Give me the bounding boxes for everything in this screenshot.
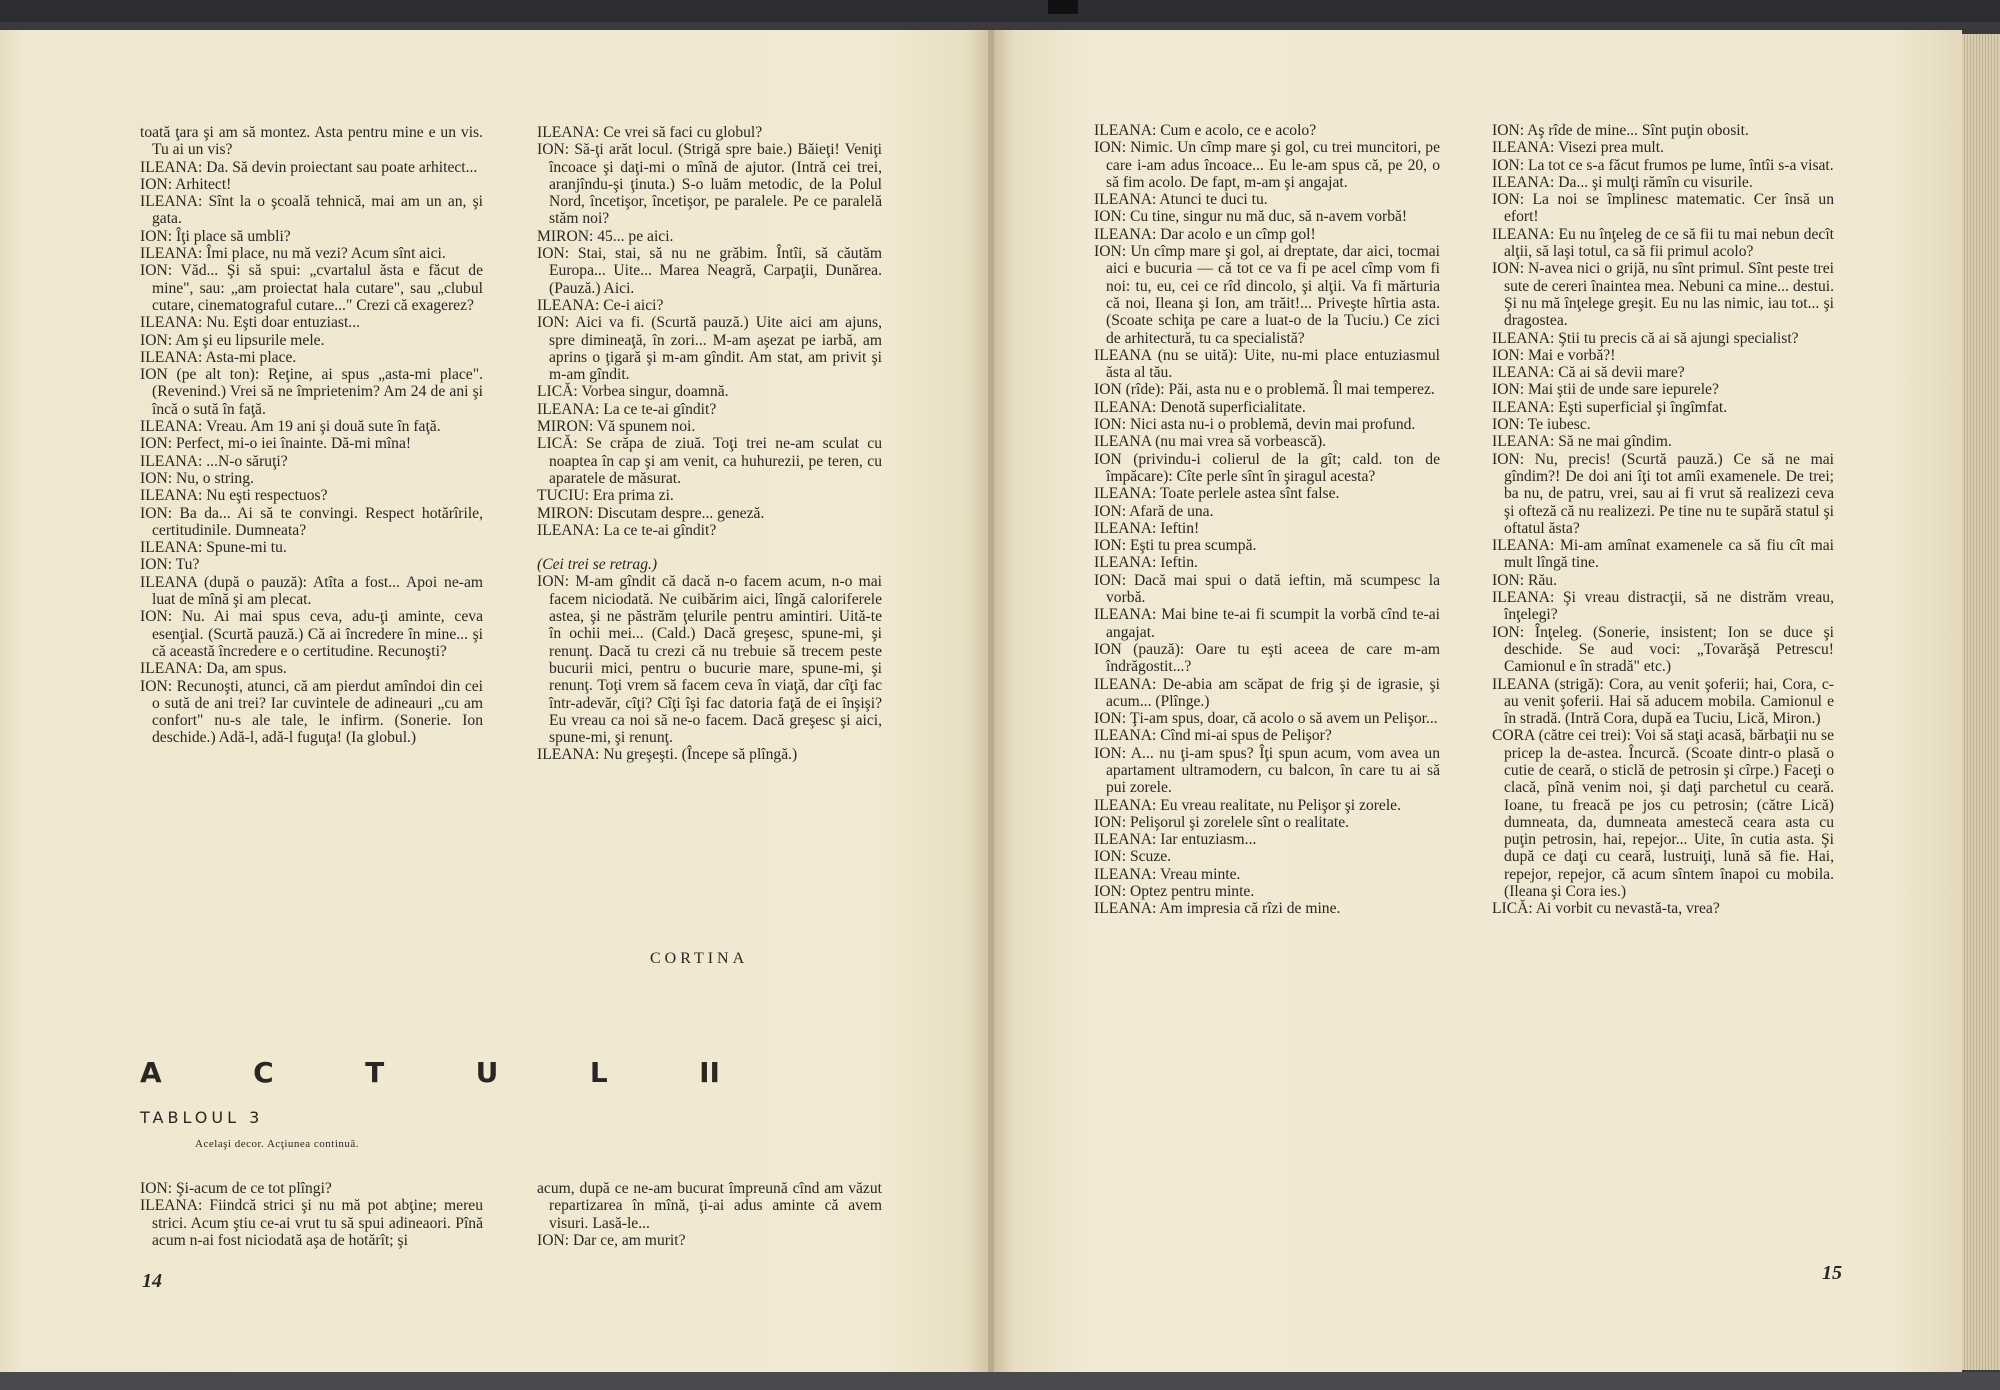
dialogue-line: ION: Perfect, mi-o iei înainte. Dă-mi mîna! bbox=[140, 435, 412, 453]
dialogue-line: ION: Mai ştii de unde sare iepurele? bbox=[1492, 381, 1719, 399]
dialogue-line: ION (pe alt ton): Reţine, ai spus „asta-mi place". (Revenind.) Vrei să ne împrietenim? Am 24 de ani şi încă o sută în faţă. bbox=[140, 366, 483, 418]
right-page-column-2 bbox=[1492, 122, 1834, 918]
dialogue-line: ILEANA: La ce te-ai gîndit? bbox=[537, 400, 717, 418]
dialogue-line: ILEANA: Nu eşti respectuos? bbox=[140, 487, 328, 505]
dialogue-line: ILEANA (nu se uită): Uite, nu-mi place entuziasmul ăsta al tău. bbox=[1094, 346, 1440, 382]
stage-direction: (Cei trei se retrag.) bbox=[537, 556, 658, 574]
dialogue-line: ION: Ba da... Ai să te convingi. Respect hotărîrile, certitudinile. Dumneata? bbox=[140, 504, 483, 539]
dialogue-line: ILEANA: Da, am spus. bbox=[140, 660, 287, 678]
dialogue-line: ILEANA (după o pauză): Atîta a fost... Apoi ne-am luat de mînă şi am plecat. bbox=[140, 573, 483, 609]
dialogue-line: LICĂ: Vorbea singur, doamnă. bbox=[537, 383, 729, 401]
dialogue-line: ION: Arhitect! bbox=[140, 175, 232, 193]
dialogue-line: ILEANA: Denotă superficialitate. bbox=[1094, 398, 1306, 416]
dialogue-line: ILEANA: Spune-mi tu. bbox=[140, 539, 287, 557]
dialogue-line: MIRON: Vă spunem noi. bbox=[537, 418, 696, 436]
dialogue-line: ION: N-avea nici o grijă, nu sînt primul. Sînt peste trei sute de cereri înaintea mea. Nebuni ca mine... destui. Şi nu mă înţelege greşit. Eu nu las nimic, iau tot... şi dragostea. bbox=[1492, 260, 1834, 330]
bottom-border bbox=[0, 1372, 2000, 1390]
dialogue-line: ION: Dar ce, am murit? bbox=[537, 1231, 686, 1249]
dialogue-line: ION: Nimic. Un cîmp mare şi gol, cu trei muncitori, pe care i-am adus încoace... Eu le-am spus că, pe 20, o să fim acolo. De fapt, m-am şi angajat. bbox=[1094, 139, 1440, 191]
left-page-column-2 bbox=[537, 124, 882, 764]
dialogue-line: ION: Recunoşti, atunci, că am pierdut amîndoi din cei o sută de ani trei? Iar cuvintele de adineauri „cu am confort" nu-s ale tale, le infirm. (Sonerie. Ion deschide.) Adă-l, adă-l fuguţa! (Ia globul.) bbox=[140, 677, 483, 747]
dialogue-line: ILEANA: Asta-mi place. bbox=[140, 348, 297, 366]
dialogue-line: ILEANA: Că ai să devii mare? bbox=[1492, 364, 1685, 382]
dialogue-line: ION: Dacă mai spui o dată ieftin, mă scumpesc la vorbă. bbox=[1094, 571, 1440, 607]
dialogue-line: ION: Îţi place să umbli? bbox=[140, 227, 291, 245]
dialogue-line: ILEANA: Nu. Eşti doar entuziast... bbox=[140, 314, 360, 332]
dialogue-line: ILEANA: Fiindcă strici şi nu mă pot abţine; mereu strici. Acum ştiu ce-ai vrut tu să spui adineaori. Pînă acum n-ai fost niciodată aşa de hotărît; şi bbox=[140, 1197, 483, 1249]
dialogue-line: ION: Nu, o string. bbox=[140, 469, 254, 487]
dialogue-line: ILEANA: Atunci te duci tu. bbox=[1094, 191, 1268, 209]
dialogue-line: LICĂ: Ai vorbit cu nevastă-ta, vrea? bbox=[1492, 900, 1720, 918]
act-heading bbox=[140, 1056, 720, 1089]
dialogue-line: ILEANA: Eşti superficial şi îngîmfat. bbox=[1492, 398, 1728, 416]
dialogue-line: ILEANA: De-abia am scăpat de frig şi de igrasie, şi acum... (Plînge.) bbox=[1094, 675, 1440, 710]
left-page-column-1 bbox=[140, 124, 483, 747]
dialogue-line: ION: Tu? bbox=[140, 556, 200, 574]
dialogue-line: ILEANA: Eu nu înţeleg de ce să fii tu mai nebun decît alţii, să laşi totul, ca să fii primul acolo? bbox=[1492, 225, 1834, 261]
dialogue-line: ILEANA: Cum e acolo, ce e acolo? bbox=[1094, 122, 1317, 139]
act-letter: II bbox=[699, 1056, 720, 1089]
dialogue-line: ILEANA: Mi-am amînat examenele ca să fiu cît mai mult lîngă tine. bbox=[1492, 537, 1834, 572]
top-border bbox=[0, 0, 2000, 22]
dialogue-line: ILEANA: Ieftin! bbox=[1094, 519, 1200, 537]
dialogue-line: ION: Pelişorul şi zorelele sînt o realitate. bbox=[1094, 813, 1350, 831]
dialogue-line: ILEANA: Dar acolo e un cîmp gol! bbox=[1094, 225, 1316, 243]
dialogue-line: ION: Cu tine, singur nu mă duc, să n-avem vorbă! bbox=[1094, 208, 1408, 226]
dialogue-line: ILEANA: Da. Să devin proiectant sau poate arhitect... bbox=[140, 158, 478, 176]
dialogue-line: ILEANA: Eu vreau realitate, nu Pelişor şi zorele. bbox=[1094, 796, 1402, 814]
dialogue-line: ION: Ţi-am spus, doar, că acolo o să avem un Pelişor... bbox=[1094, 710, 1438, 728]
dialogue-line: ION: Mai e vorbă?! bbox=[1492, 346, 1616, 364]
curtain-label: CORTINA bbox=[650, 950, 749, 967]
dialogue-line: ION: Optez pentru minte. bbox=[1094, 883, 1255, 901]
dialogue-line: ILEANA (nu mai vrea să vorbească). bbox=[1094, 433, 1327, 451]
dialogue-line: ION: Un cîmp mare şi gol, ai dreptate, dar aici, tocmai aici e bucuria — că tot ce va fi pe acel cîmp vom fi noi: tu, eu, cei ce rîd dincolo, şi alţii. Va fi mărturia că noi, Ileana şi Ion, am trăit!... Priveşte hîrtia asta. (Scoate schiţa pe care a luat-o de la Tuciu.) Ce zici de arhitectură, tu ca specialistă? bbox=[1094, 243, 1440, 347]
dialogue-line: ILEANA: Să ne mai gîndim. bbox=[1492, 433, 1672, 451]
dialogue-line: ILEANA: Şi vreau distracţii, să ne distrăm vreau, înţelegi? bbox=[1492, 589, 1834, 624]
dialogue-line: ILEANA: Vreau. Am 19 ani şi două sute în faţă. bbox=[140, 418, 441, 436]
dialogue-line: ION: A... nu ţi-am spus? Îţi spun acum, vom avea un apartament ultramodern, cu balcon, în care tu ai să pui zorele. bbox=[1094, 744, 1440, 797]
left-page-column-2-bottom bbox=[537, 1180, 882, 1249]
dialogue-line: ION: Nici asta nu-i o problemă, devin mai profund. bbox=[1094, 416, 1416, 434]
dialogue-line: ILEANA: Am impresia că rîzi de mine. bbox=[1094, 900, 1341, 918]
dialogue-line: toată ţara şi am să montez. Asta pentru mine e un vis. Tu ai un vis? bbox=[140, 124, 483, 159]
dialogue-line: ILEANA: La ce te-ai gîndit? bbox=[537, 521, 717, 539]
dialogue-line: ION: Şi-acum de ce tot plîngi? bbox=[140, 1180, 332, 1197]
act-letter: T bbox=[365, 1056, 385, 1089]
dialogue-line: ION: Aici va fi. (Scurtă pauză.) Uite aici am ajuns, spre dimineaţă, în zori... M-am aşezat pe iarbă, am aprins o ţigară şi m-am gîndit. Am stat, am privit şi m-am gîndit. bbox=[537, 314, 882, 384]
dialogue-line: ION: Am şi eu lipsurile mele. bbox=[140, 331, 325, 349]
dialogue-line: ION: La tot ce s-a făcut frumos pe lume, întîi s-a visat. bbox=[1492, 156, 1834, 174]
tableau-heading: TABLOUL 3 bbox=[140, 1108, 264, 1127]
dialogue-line: ILEANA: Ce-i aici? bbox=[537, 296, 664, 314]
dialogue-line: ION: Aş rîde de mine... Sînt puţin obosit. bbox=[1492, 122, 1749, 139]
dialogue-line: ILEANA: Ce vrei să faci cu globul? bbox=[537, 124, 763, 141]
dialogue-line: ION: Scuze. bbox=[1094, 848, 1172, 866]
dialogue-line: ILEANA: Nu greşeşti. (Începe să plîngă.) bbox=[537, 746, 798, 764]
right-page-column-1 bbox=[1094, 122, 1440, 918]
dialogue-line: ILEANA (strigă): Cora, au venit şoferii; hai, Cora, c-au venit şoferii. Hai să aducem mobila. Camionul e în stradă. (Intră Cora, după ea Tuciu, Lică, Miron.) bbox=[1492, 675, 1834, 728]
act-letter: C bbox=[253, 1056, 274, 1089]
dialogue-line: ILEANA: Ieftin. bbox=[1094, 554, 1198, 572]
dialogue-line: ION: Nu, precis! (Scurtă pauză.) Ce să ne mai gîndim?! De doi ani îţi tot amîi examenele. De trei; ba nu, de patru, vrei, sau ai fi vrut să realizezi ceva şi ofteză că nu realizezi. Pe tine nu te supără statul şi oftatul ăsta? bbox=[1492, 450, 1834, 537]
dialogue-line: acum, după ce ne-am bucurat împreună cînd am văzut repartizarea în mînă, ţi-ai adus aminte că avem visuri. Lasă-le... bbox=[537, 1180, 882, 1232]
dialogue-line: ILEANA: Mai bine te-ai fi scumpit la vorbă cînd te-ai angajat. bbox=[1094, 606, 1440, 641]
dialogue-line: ION: Afară de una. bbox=[1094, 502, 1214, 520]
dialogue-line: ION: Văd... Şi să spui: „cvartalul ăsta e făcut de mine", sau: „am proiectat hala cutare", sau „clubul cutare, cinematograful cutare..." Crezi că exagerez? bbox=[140, 262, 483, 314]
dialogue-line: LICĂ: Se crăpa de ziuă. Toţi trei ne-am sculat cu noaptea în cap şi am venit, ca huhurezii, pe teren, cu aparatele de măsurat. bbox=[537, 435, 882, 487]
dialogue-line: ILEANA: Cînd mi-ai spus de Pelişor? bbox=[1094, 727, 1332, 745]
right-page bbox=[994, 30, 1962, 1372]
dialogue-line: ION (privindu-i colierul de la gît; cald. ton de împăcare): Cîte perle sînt în şiragul acesta? bbox=[1094, 450, 1440, 485]
dialogue-line: ILEANA: Îmi place, nu mă vezi? Acum sînt aici. bbox=[140, 245, 446, 263]
dialogue-line: ILEANA: Ştii tu precis că ai să ajungi specialist? bbox=[1492, 329, 1799, 347]
stage-direction-decor: Acelaşi decor. Acţiunea continuă. bbox=[195, 1138, 360, 1150]
left-page-column-1-bottom bbox=[140, 1180, 483, 1249]
dialogue-line: ION: Eşti tu prea scumpă. bbox=[1094, 537, 1257, 555]
dialogue-line: ILEANA: ...N-o săruţi? bbox=[140, 452, 288, 470]
dialogue-line: ILEANA: Iar entuziasm... bbox=[1094, 831, 1257, 849]
dialogue-line: MIRON: Discutam despre... geneză. bbox=[537, 504, 765, 522]
top-clip bbox=[1048, 0, 1078, 14]
dialogue-line: ION: Nu. Ai mai spus ceva, adu-ţi aminte, ceva esenţial. (Scurtă pauză.) Că ai încredere în mine... şi că această încredere e o certitudine. Recunoşti? bbox=[140, 608, 483, 660]
dialogue-line: ION: Rău. bbox=[1492, 571, 1557, 589]
dialogue-line: ION: Te iubesc. bbox=[1492, 416, 1591, 434]
page-edges bbox=[1962, 34, 2000, 1370]
act-letter: U bbox=[475, 1056, 499, 1089]
dialogue-line: ION: La noi se împlinesc matematic. Cer însă un efort! bbox=[1492, 191, 1834, 226]
dialogue-line: ILEANA: Da... şi mulţi rămîn cu visurile. bbox=[1492, 173, 1753, 191]
act-letter: L bbox=[589, 1056, 608, 1089]
dialogue-line: ILEANA: Toate perlele astea sînt false. bbox=[1094, 485, 1340, 503]
dialogue-line: ION: Stai, stai, să nu ne grăbim. Întîi, să căutăm Europa... Uite... Marea Neagră, Carpaţii, Dunărea. (Pauză.) Aici. bbox=[537, 245, 882, 297]
dialogue-line: ILEANA: Vreau minte. bbox=[1094, 865, 1241, 883]
dialogue-line: ILEANA: Sînt la o şcoală tehnică, mai am un an, şi gata. bbox=[140, 193, 483, 228]
dialogue-line: ILEANA: Visezi prea mult. bbox=[1492, 139, 1664, 157]
dialogue-line: CORA (către cei trei): Voi să staţi acasă, bărbaţii nu se pricep la de-astea. Încurcă. (Scoate dintr-o plasă o cutie de ceară, o sticlă de petrosin şi cîrpe.) Faceţi o clacă, pînă venim noi, şi daţi parchetul cu ceară. Ioane, tu freacă pe jos cu petrosin; (către Lică) dumneata, da, dumneata amestecă ceara asta cu puţin petrosin, hai, repejor... Uite, în cutia asta. Şi după ce daţi cu ceară, lustruiţi, lună să fie. Hai, repejor, repejor, că acum sîntem înapoi cu mobila. (Ileana şi Cora ies.) bbox=[1492, 727, 1834, 901]
dialogue-line: ION: Să-ţi arăt locul. (Strigă spre baie.) Băieţi! Veniţi încoace şi daţi-mi o mînă de ajutor. (Intră cei trei, aranjîndu-şi ţinuta.) S-o luăm metodic, de la Polul Nord, încetişor, încetişor, pe paralele. Pe ce paralelă stăm noi? bbox=[537, 141, 882, 228]
dialogue-line: ION: M-am gîndit că dacă n-o facem acum, n-o mai facem niciodată. Ne cuibărim aici, lîngă caloriferele astea, şi ne păstrăm ţelurile pentru amintiri. Uită-te în ochii mei... (Cald.) Dacă greşesc, spune-mi, şi renunţ. Dacă tu crezi că nu trebuie să trecem peste bucurii mici, pentru o bucurie mare, spune-mi, şi renunţ. Toţi vrem să facem ceva în viaţă, dar cîţi fac într-adevăr, cîţi? Cîţi îşi fac datoria faţă de ei înşişi? Eu vreau ca noi să ne-o facem. Dacă greşesc şi aici, spune-mi, şi renunţ. bbox=[537, 573, 882, 747]
page-number: 15 bbox=[1822, 1262, 1842, 1284]
dialogue-line: TUCIU: Era prima zi. bbox=[537, 487, 674, 505]
left-page bbox=[0, 30, 990, 1372]
dialogue-line: MIRON: 45... pe aici. bbox=[537, 227, 674, 245]
page-number: 14 bbox=[142, 1270, 162, 1292]
dialogue-line: ION: Înţeleg. (Sonerie, insistent; Ion se duce şi deschide. Se aud voci: „Tovarăşă Petrescu! Camionul e în stradă" etc.) bbox=[1492, 623, 1834, 676]
dialogue-line: ION (pauză): Oare tu eşti aceea de care m-am îndrăgostit...? bbox=[1094, 640, 1440, 676]
dialogue-line: ION (rîde): Păi, asta nu e o problemă. Îl mai temperez. bbox=[1094, 381, 1435, 399]
act-letter: A bbox=[140, 1056, 162, 1089]
